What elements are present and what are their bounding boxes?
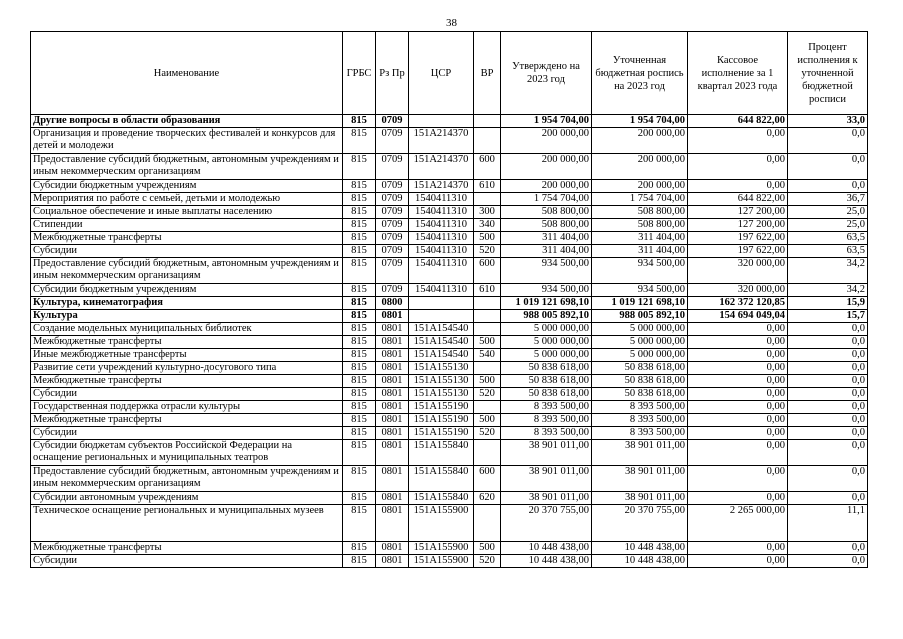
cell-vr: 500	[474, 542, 501, 555]
cell-specified: 200 000,00	[592, 180, 688, 193]
cell-approved: 38 901 011,00	[501, 440, 592, 466]
cell-approved: 5 000 000,00	[501, 323, 592, 336]
cell-rz-pr: 0801	[376, 375, 409, 388]
cell-cash: 0,00	[688, 349, 788, 362]
cell-name: Создание модельных муниципальных библиотек	[31, 323, 343, 336]
cell-csr: 1540411310	[409, 206, 474, 219]
cell-grbs: 815	[343, 154, 376, 180]
cell-grbs: 815	[343, 427, 376, 440]
cell-approved: 8 393 500,00	[501, 401, 592, 414]
cell-specified: 5 000 000,00	[592, 349, 688, 362]
cell-vr: 520	[474, 427, 501, 440]
cell-vr	[474, 193, 501, 206]
table-row	[31, 154, 868, 180]
cell-percent: 25,0	[788, 219, 868, 232]
cell-vr: 610	[474, 284, 501, 297]
table-row	[31, 193, 868, 206]
cell-approved: 508 800,00	[501, 206, 592, 219]
cell-vr	[474, 115, 501, 128]
cell-percent: 0,0	[788, 427, 868, 440]
cell-csr: 1540411310	[409, 284, 474, 297]
cell-vr	[474, 128, 501, 154]
cell-percent: 34,2	[788, 258, 868, 284]
table-row	[31, 115, 868, 128]
header-name: Наименование	[31, 32, 343, 115]
cell-grbs: 815	[343, 258, 376, 284]
table-row	[31, 427, 868, 440]
cell-percent: 36,7	[788, 193, 868, 206]
cell-csr: 151A154540	[409, 336, 474, 349]
cell-cash: 0,00	[688, 414, 788, 427]
cell-percent: 63,5	[788, 245, 868, 258]
header-specified: Уточненная бюджетная роспись на 2023 год	[592, 32, 688, 115]
cell-vr	[474, 297, 501, 310]
cell-specified: 50 838 618,00	[592, 388, 688, 401]
cell-vr: 600	[474, 466, 501, 492]
table-row	[31, 362, 868, 375]
cell-name: Межбюджетные трансферты	[31, 542, 343, 555]
cell-grbs: 815	[343, 388, 376, 401]
cell-cash: 197 622,00	[688, 245, 788, 258]
cell-percent: 15,7	[788, 310, 868, 323]
cell-csr: 151A155840	[409, 440, 474, 466]
cell-rz-pr: 0801	[376, 492, 409, 505]
cell-approved: 8 393 500,00	[501, 414, 592, 427]
cell-specified: 1 954 704,00	[592, 115, 688, 128]
cell-specified: 10 448 438,00	[592, 542, 688, 555]
cell-csr: 151A155840	[409, 466, 474, 492]
cell-grbs: 815	[343, 310, 376, 323]
cell-name: Мероприятия по работе с семьей, детьми и молодежью	[31, 193, 343, 206]
cell-name: Субсидии	[31, 427, 343, 440]
cell-percent: 0,0	[788, 414, 868, 427]
table-row	[31, 258, 868, 284]
header-csr: ЦСР	[409, 32, 474, 115]
cell-name: Субсидии	[31, 388, 343, 401]
cell-rz-pr: 0801	[376, 542, 409, 555]
cell-csr: 151A154540	[409, 323, 474, 336]
cell-percent: 0,0	[788, 555, 868, 568]
cell-name: Государственная поддержка отрасли культуры	[31, 401, 343, 414]
cell-name: Развитие сети учреждений культурно-досугового типа	[31, 362, 343, 375]
cell-name: Техническое оснащение региональных и муниципальных музеев	[31, 505, 343, 542]
cell-csr: 151A214370	[409, 154, 474, 180]
cell-vr	[474, 323, 501, 336]
cell-vr: 500	[474, 336, 501, 349]
header-approved: Утверждено на 2023 год	[501, 32, 592, 115]
cell-vr	[474, 362, 501, 375]
cell-cash: 0,00	[688, 427, 788, 440]
cell-name: Культура	[31, 310, 343, 323]
table-row	[31, 232, 868, 245]
cell-approved: 508 800,00	[501, 219, 592, 232]
cell-name: Культура, кинематография	[31, 297, 343, 310]
page-number: 38	[446, 17, 457, 29]
cell-grbs: 815	[343, 206, 376, 219]
table-row	[31, 375, 868, 388]
header-row	[31, 32, 868, 115]
cell-grbs: 815	[343, 505, 376, 542]
cell-specified: 311 404,00	[592, 232, 688, 245]
cell-name: Субсидии бюджетным учреждениям	[31, 180, 343, 193]
cell-specified: 1 754 704,00	[592, 193, 688, 206]
cell-specified: 988 005 892,10	[592, 310, 688, 323]
cell-cash: 320 000,00	[688, 284, 788, 297]
cell-name: Стипендии	[31, 219, 343, 232]
cell-percent: 0,0	[788, 466, 868, 492]
cell-grbs: 815	[343, 323, 376, 336]
cell-name: Предоставление субсидий бюджетным, автономным учреждениям и иным некоммерческим организациям	[31, 466, 343, 492]
cell-percent: 0,0	[788, 323, 868, 336]
cell-grbs: 815	[343, 555, 376, 568]
cell-rz-pr: 0801	[376, 336, 409, 349]
cell-approved: 5 000 000,00	[501, 349, 592, 362]
cell-cash: 0,00	[688, 492, 788, 505]
table-row	[31, 401, 868, 414]
cell-vr	[474, 401, 501, 414]
header-rz-pr: Рз Пр	[376, 32, 409, 115]
cell-percent: 15,9	[788, 297, 868, 310]
cell-approved: 311 404,00	[501, 245, 592, 258]
header-vr: ВР	[474, 32, 501, 115]
cell-rz-pr: 0801	[376, 362, 409, 375]
cell-rz-pr: 0709	[376, 115, 409, 128]
cell-specified: 508 800,00	[592, 206, 688, 219]
cell-name: Межбюджетные трансферты	[31, 336, 343, 349]
cell-rz-pr: 0801	[376, 323, 409, 336]
cell-percent: 0,0	[788, 362, 868, 375]
cell-csr: 1540411310	[409, 193, 474, 206]
cell-approved: 200 000,00	[501, 128, 592, 154]
cell-vr: 520	[474, 388, 501, 401]
cell-approved: 1 754 704,00	[501, 193, 592, 206]
cell-csr: 151A155840	[409, 492, 474, 505]
cell-rz-pr: 0801	[376, 440, 409, 466]
cell-cash: 197 622,00	[688, 232, 788, 245]
cell-percent: 0,0	[788, 180, 868, 193]
cell-specified: 311 404,00	[592, 245, 688, 258]
table-row	[31, 505, 868, 542]
cell-cash: 0,00	[688, 180, 788, 193]
cell-csr: 1540411310	[409, 232, 474, 245]
cell-vr: 500	[474, 375, 501, 388]
cell-specified: 10 448 438,00	[592, 555, 688, 568]
cell-grbs: 815	[343, 115, 376, 128]
table-row	[31, 440, 868, 466]
cell-specified: 38 901 011,00	[592, 466, 688, 492]
cell-rz-pr: 0709	[376, 128, 409, 154]
cell-specified: 934 500,00	[592, 284, 688, 297]
cell-vr: 600	[474, 154, 501, 180]
cell-name: Социальное обеспечение и иные выплаты населению	[31, 206, 343, 219]
header-percent: Процент исполнения к уточненной бюджетной росписи	[788, 32, 868, 115]
table-row	[31, 206, 868, 219]
cell-cash: 0,00	[688, 375, 788, 388]
cell-grbs: 815	[343, 401, 376, 414]
cell-approved: 1 019 121 698,10	[501, 297, 592, 310]
cell-rz-pr: 0801	[376, 310, 409, 323]
cell-specified: 934 500,00	[592, 258, 688, 284]
cell-cash: 0,00	[688, 128, 788, 154]
cell-csr: 151A154540	[409, 349, 474, 362]
cell-specified: 8 393 500,00	[592, 427, 688, 440]
cell-vr: 340	[474, 219, 501, 232]
cell-vr: 500	[474, 232, 501, 245]
cell-percent: 0,0	[788, 128, 868, 154]
cell-percent: 0,0	[788, 154, 868, 180]
cell-cash: 127 200,00	[688, 206, 788, 219]
cell-specified: 38 901 011,00	[592, 492, 688, 505]
cell-rz-pr: 0709	[376, 284, 409, 297]
cell-percent: 0,0	[788, 388, 868, 401]
cell-cash: 0,00	[688, 323, 788, 336]
cell-csr	[409, 310, 474, 323]
cell-approved: 1 954 704,00	[501, 115, 592, 128]
cell-csr	[409, 297, 474, 310]
cell-grbs: 815	[343, 414, 376, 427]
cell-cash: 0,00	[688, 401, 788, 414]
cell-specified: 5 000 000,00	[592, 336, 688, 349]
cell-rz-pr: 0709	[376, 258, 409, 284]
cell-rz-pr: 0709	[376, 154, 409, 180]
cell-cash: 0,00	[688, 440, 788, 466]
cell-csr: 1540411310	[409, 258, 474, 284]
cell-cash: 154 694 049,04	[688, 310, 788, 323]
cell-rz-pr: 0801	[376, 349, 409, 362]
cell-cash: 644 822,00	[688, 115, 788, 128]
cell-specified: 8 393 500,00	[592, 401, 688, 414]
cell-name: Иные межбюджетные трансферты	[31, 349, 343, 362]
cell-grbs: 815	[343, 542, 376, 555]
cell-csr: 151A155900	[409, 542, 474, 555]
cell-percent: 0,0	[788, 542, 868, 555]
cell-name: Субсидии бюджетам субъектов Российской Федерации на оснащение региональных и муниципальных театров	[31, 440, 343, 466]
cell-cash: 0,00	[688, 154, 788, 180]
cell-csr: 151A155900	[409, 505, 474, 542]
cell-percent: 63,5	[788, 232, 868, 245]
cell-rz-pr: 0709	[376, 206, 409, 219]
cell-rz-pr: 0709	[376, 219, 409, 232]
table-row	[31, 466, 868, 492]
cell-percent: 0,0	[788, 336, 868, 349]
cell-name: Другие вопросы в области образования	[31, 115, 343, 128]
cell-name: Межбюджетные трансферты	[31, 232, 343, 245]
cell-csr: 151A155190	[409, 427, 474, 440]
table-row	[31, 349, 868, 362]
table-row	[31, 284, 868, 297]
cell-approved: 200 000,00	[501, 154, 592, 180]
cell-approved: 10 448 438,00	[501, 555, 592, 568]
cell-grbs: 815	[343, 245, 376, 258]
cell-percent: 33,0	[788, 115, 868, 128]
cell-approved: 50 838 618,00	[501, 388, 592, 401]
cell-csr: 151A155130	[409, 388, 474, 401]
cell-vr	[474, 310, 501, 323]
cell-cash: 0,00	[688, 555, 788, 568]
cell-rz-pr: 0709	[376, 193, 409, 206]
cell-approved: 50 838 618,00	[501, 362, 592, 375]
cell-approved: 5 000 000,00	[501, 336, 592, 349]
cell-csr: 151A214370	[409, 180, 474, 193]
cell-approved: 50 838 618,00	[501, 375, 592, 388]
cell-percent: 0,0	[788, 375, 868, 388]
cell-percent: 25,0	[788, 206, 868, 219]
cell-specified: 200 000,00	[592, 154, 688, 180]
cell-percent: 0,0	[788, 440, 868, 466]
cell-rz-pr: 0709	[376, 232, 409, 245]
cell-csr: 151A155900	[409, 555, 474, 568]
cell-specified: 5 000 000,00	[592, 323, 688, 336]
cell-grbs: 815	[343, 362, 376, 375]
cell-rz-pr: 0800	[376, 297, 409, 310]
cell-specified: 8 393 500,00	[592, 414, 688, 427]
cell-percent: 0,0	[788, 401, 868, 414]
cell-rz-pr: 0801	[376, 388, 409, 401]
cell-grbs: 815	[343, 336, 376, 349]
cell-approved: 10 448 438,00	[501, 542, 592, 555]
cell-cash: 0,00	[688, 336, 788, 349]
cell-cash: 320 000,00	[688, 258, 788, 284]
table-row	[31, 180, 868, 193]
cell-csr	[409, 115, 474, 128]
cell-rz-pr: 0801	[376, 414, 409, 427]
cell-grbs: 815	[343, 180, 376, 193]
cell-vr: 520	[474, 555, 501, 568]
cell-approved: 20 370 755,00	[501, 505, 592, 542]
cell-cash: 0,00	[688, 362, 788, 375]
cell-cash: 644 822,00	[688, 193, 788, 206]
cell-rz-pr: 0801	[376, 401, 409, 414]
table-row	[31, 245, 868, 258]
cell-grbs: 815	[343, 375, 376, 388]
cell-approved: 200 000,00	[501, 180, 592, 193]
cell-grbs: 815	[343, 440, 376, 466]
cell-specified: 1 019 121 698,10	[592, 297, 688, 310]
cell-percent: 0,0	[788, 492, 868, 505]
cell-percent: 11,1	[788, 505, 868, 542]
table-row	[31, 492, 868, 505]
cell-vr	[474, 505, 501, 542]
cell-vr	[474, 440, 501, 466]
cell-vr: 520	[474, 245, 501, 258]
cell-csr: 151A214370	[409, 128, 474, 154]
header-cash: Кассовое исполнение за 1 квартал 2023 года	[688, 32, 788, 115]
cell-vr: 620	[474, 492, 501, 505]
table-row	[31, 219, 868, 232]
cell-cash: 2 265 000,00	[688, 505, 788, 542]
cell-csr: 151A155130	[409, 362, 474, 375]
cell-percent: 34,2	[788, 284, 868, 297]
cell-specified: 200 000,00	[592, 128, 688, 154]
cell-specified: 20 370 755,00	[592, 505, 688, 542]
cell-vr: 540	[474, 349, 501, 362]
cell-percent: 0,0	[788, 349, 868, 362]
cell-name: Предоставление субсидий бюджетным, автономным учреждениям и иным некоммерческим организациям	[31, 154, 343, 180]
table-row	[31, 310, 868, 323]
cell-approved: 311 404,00	[501, 232, 592, 245]
cell-approved: 8 393 500,00	[501, 427, 592, 440]
cell-vr: 600	[474, 258, 501, 284]
cell-grbs: 815	[343, 193, 376, 206]
cell-grbs: 815	[343, 284, 376, 297]
cell-grbs: 815	[343, 492, 376, 505]
cell-cash: 162 372 120,85	[688, 297, 788, 310]
cell-grbs: 815	[343, 219, 376, 232]
cell-cash: 0,00	[688, 542, 788, 555]
cell-cash: 127 200,00	[688, 219, 788, 232]
table-row	[31, 414, 868, 427]
cell-vr: 500	[474, 414, 501, 427]
cell-rz-pr: 0801	[376, 427, 409, 440]
cell-name: Субсидии бюджетным учреждениям	[31, 284, 343, 297]
cell-cash: 0,00	[688, 388, 788, 401]
cell-specified: 38 901 011,00	[592, 440, 688, 466]
cell-specified: 50 838 618,00	[592, 375, 688, 388]
cell-name: Субсидии автономным учреждениям	[31, 492, 343, 505]
cell-rz-pr: 0709	[376, 245, 409, 258]
cell-grbs: 815	[343, 232, 376, 245]
cell-grbs: 815	[343, 466, 376, 492]
cell-approved: 988 005 892,10	[501, 310, 592, 323]
table-row	[31, 388, 868, 401]
cell-name: Организация и проведение творческих фестивалей и конкурсов для детей и молодежи	[31, 128, 343, 154]
cell-rz-pr: 0801	[376, 466, 409, 492]
cell-grbs: 815	[343, 128, 376, 154]
cell-name: Субсидии	[31, 245, 343, 258]
cell-csr: 1540411310	[409, 245, 474, 258]
table-row	[31, 323, 868, 336]
cell-approved: 38 901 011,00	[501, 466, 592, 492]
cell-name: Субсидии	[31, 555, 343, 568]
cell-approved: 934 500,00	[501, 258, 592, 284]
table-row	[31, 555, 868, 568]
cell-approved: 38 901 011,00	[501, 492, 592, 505]
table-body	[31, 115, 868, 568]
table-row	[31, 542, 868, 555]
budget-table	[30, 31, 868, 568]
cell-rz-pr: 0801	[376, 555, 409, 568]
cell-csr: 1540411310	[409, 219, 474, 232]
table-row	[31, 128, 868, 154]
table-row	[31, 297, 868, 310]
cell-csr: 151A155130	[409, 375, 474, 388]
cell-name: Предоставление субсидий бюджетным, автономным учреждениям и иным некоммерческим организациям	[31, 258, 343, 284]
cell-vr: 610	[474, 180, 501, 193]
cell-specified: 508 800,00	[592, 219, 688, 232]
cell-rz-pr: 0709	[376, 180, 409, 193]
cell-cash: 0,00	[688, 466, 788, 492]
cell-name: Межбюджетные трансферты	[31, 414, 343, 427]
table-row	[31, 336, 868, 349]
cell-rz-pr: 0801	[376, 505, 409, 542]
cell-specified: 50 838 618,00	[592, 362, 688, 375]
cell-csr: 151A155190	[409, 401, 474, 414]
header-grbs: ГРБС	[343, 32, 376, 115]
cell-grbs: 815	[343, 349, 376, 362]
cell-csr: 151A155190	[409, 414, 474, 427]
cell-approved: 934 500,00	[501, 284, 592, 297]
cell-vr: 300	[474, 206, 501, 219]
cell-grbs: 815	[343, 297, 376, 310]
cell-name: Межбюджетные трансферты	[31, 375, 343, 388]
